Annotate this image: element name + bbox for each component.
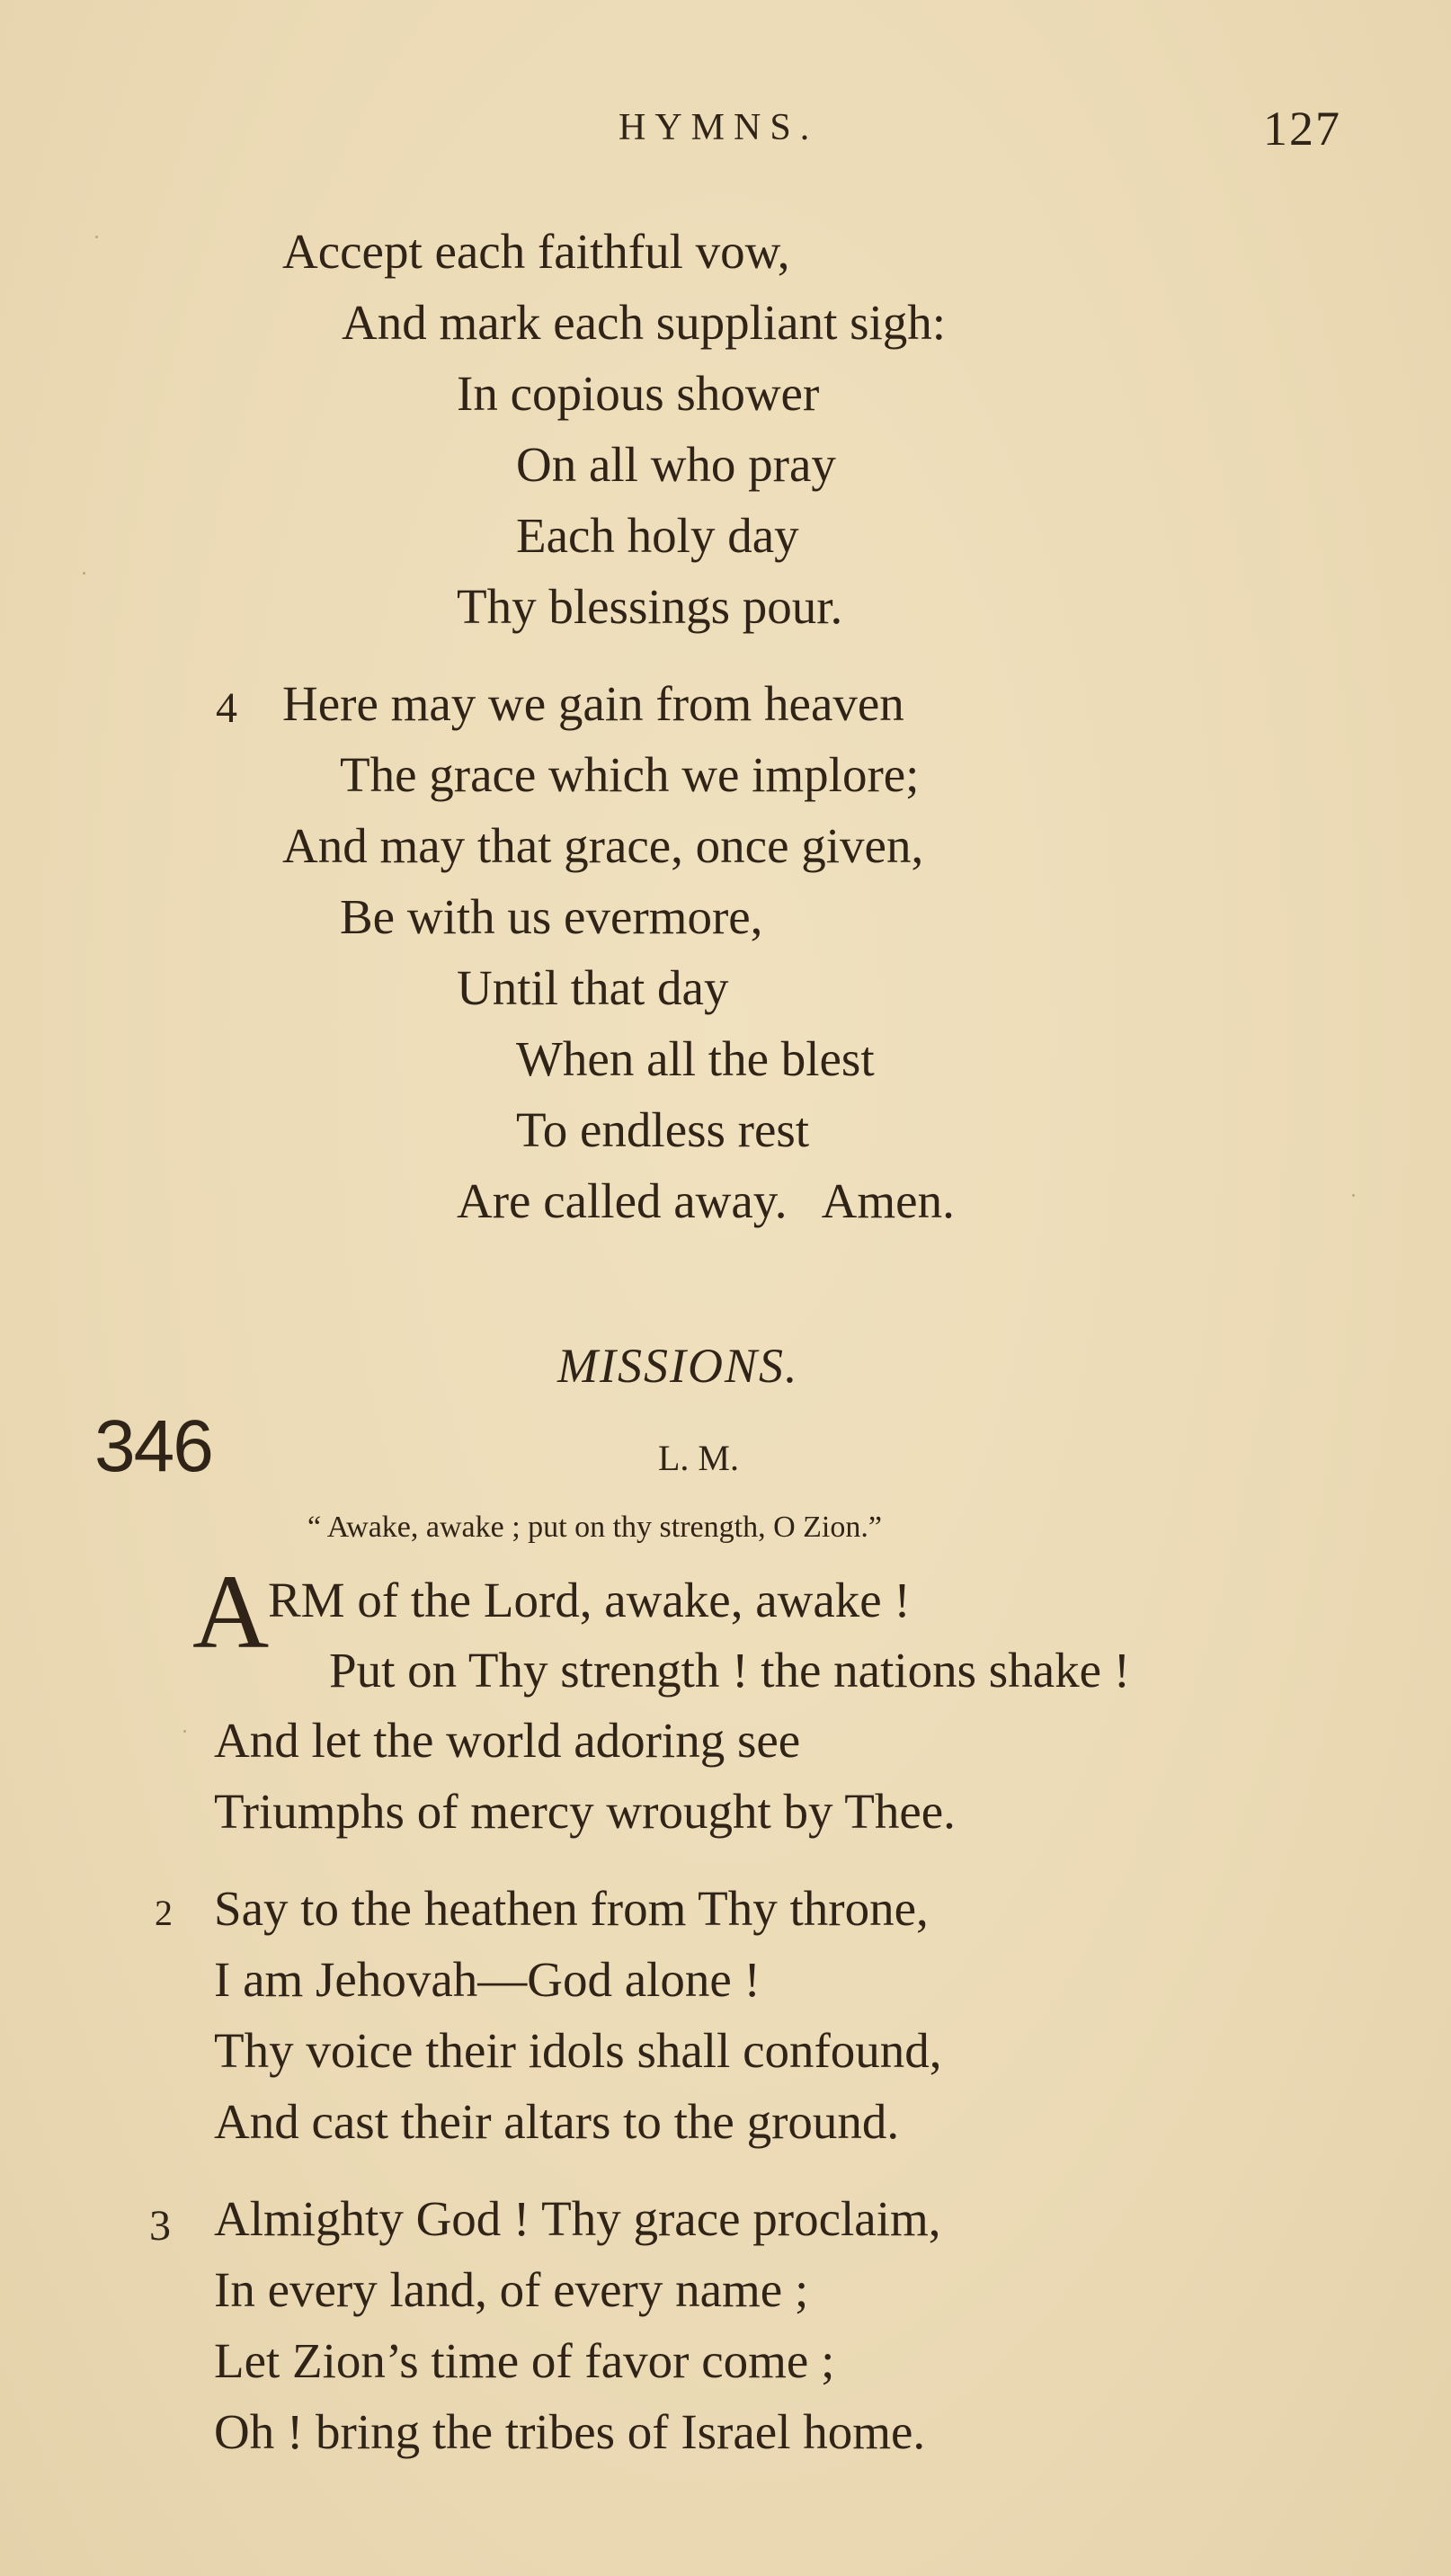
verse-line: The grace which we implore; [340, 747, 920, 802]
verse-line: In copious shower [457, 366, 820, 421]
verse-line: In every land, of every name ; [214, 2262, 809, 2317]
verse-line: Here may we gain from heaven [282, 676, 904, 731]
verse-line: To endless rest [516, 1102, 810, 1157]
verse-line: I am Jehovah—God alone ! [214, 1952, 761, 2007]
verse-line: Until that day [457, 960, 729, 1015]
verse-line: Triumphs of mercy wrought by Thee. [214, 1784, 956, 1839]
verse-line: And cast their altars to the ground. [214, 2094, 900, 2149]
stanza-number: 3 [149, 2202, 171, 2250]
page-number: 127 [1263, 102, 1341, 156]
meter-label: L. M. [658, 1438, 739, 1478]
verse-line: Are called away. Amen. [457, 1173, 955, 1228]
verse-line: And let the world adoring see [214, 1713, 801, 1768]
verse-line: Be with us evermore, [340, 889, 763, 944]
verse-line: Say to the heathen from Thy throne, [214, 1881, 929, 1936]
verse-line: When all the blest [516, 1031, 875, 1086]
paper-speck [83, 572, 85, 575]
paper-speck [1352, 1194, 1355, 1197]
hymn-number: 346 [94, 1405, 212, 1487]
verse-line: Let Zion’s time of favor come ; [214, 2333, 835, 2388]
verse-line: Thy voice their idols shall confound, [214, 2023, 942, 2078]
verse-line: Thy blessings pour. [457, 579, 843, 634]
epigraph: “ Awake, awake ; put on thy strength, O Zion.” [307, 1511, 882, 1544]
verse-line: And may that grace, once given, [282, 818, 924, 873]
verse-line: Put on Thy strength ! the nations shake ! [329, 1643, 1131, 1698]
verse-line: On all who pray [516, 437, 836, 492]
verse-line: Accept each faithful vow, [282, 224, 790, 279]
verse-line: Almighty God ! Thy grace proclaim, [214, 2191, 941, 2246]
paper-speck [95, 236, 98, 238]
stanza-number: 2 [155, 1893, 173, 1933]
running-head: HYMNS. [619, 107, 819, 148]
verse-line: Each holy day [516, 508, 799, 563]
drop-cap: A [192, 1553, 270, 1671]
verse-line: RM of the Lord, awake, awake ! [268, 1573, 911, 1627]
paper-speck [183, 1730, 186, 1733]
section-heading: MISSIONS. [557, 1339, 799, 1393]
verse-line: And mark each suppliant sigh: [342, 295, 947, 350]
verse-line: Oh ! bring the tribes of Israel home. [214, 2404, 926, 2459]
stanza-number: 4 [216, 684, 237, 732]
